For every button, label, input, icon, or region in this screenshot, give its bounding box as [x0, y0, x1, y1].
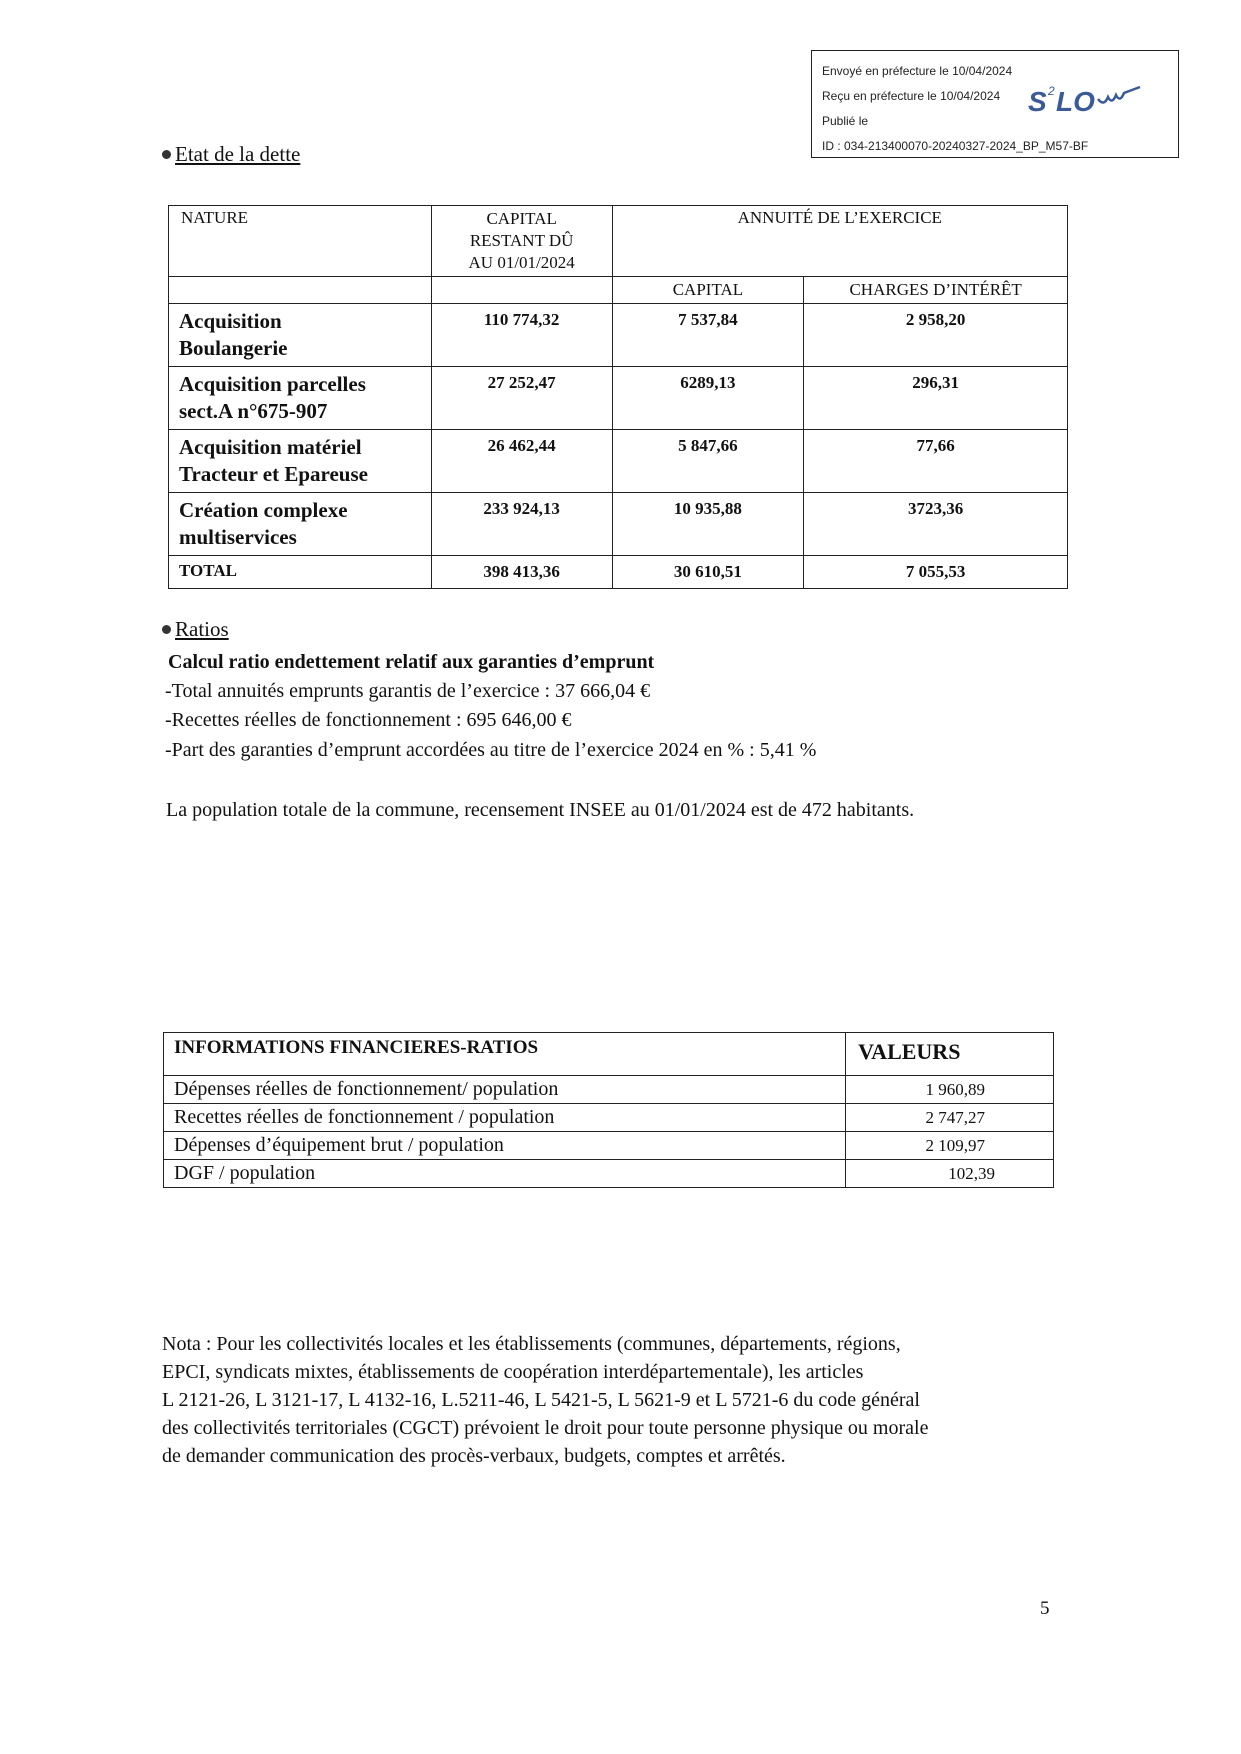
- header-capital-restant-line1: CAPITAL: [486, 209, 557, 228]
- debt-section-title: [162, 142, 300, 167]
- prefecture-stamp: [811, 50, 1179, 158]
- header-capital-restant: [431, 206, 612, 277]
- svg-text:LO: LO: [1056, 86, 1095, 117]
- header-nature-text: NATURE: [181, 208, 249, 227]
- svg-text:S: S: [1028, 86, 1047, 117]
- stamp-sent-date: Envoyé en préfecture le 10/04/2024: [822, 64, 1013, 78]
- bullet-icon: [162, 150, 171, 159]
- row-charges: 296,31: [804, 367, 1068, 430]
- ratios-title-text: Ratios: [175, 617, 229, 641]
- row-restant: 26 462,44: [431, 430, 612, 493]
- total-capital: 30 610,51: [612, 556, 804, 589]
- ratio-line-1: -Total annuités emprunts garantis de l’exercice : 37 666,04 €: [165, 680, 651, 702]
- stamp-published: Publié le: [822, 114, 869, 128]
- stamp-id: ID : 034-213400070-20240327-2024_BP_M57-BF: [822, 139, 1089, 153]
- info-row-value: 2 747,27: [846, 1104, 1054, 1132]
- row-charges: 77,66: [804, 430, 1068, 493]
- row-restant: 110 774,32: [431, 304, 612, 367]
- table-row: [164, 1160, 1054, 1188]
- nota-paragraph: [162, 1330, 1062, 1470]
- ratio-line-2: -Recettes réelles de fonctionnement : 695 646,00 €: [165, 709, 572, 731]
- total-charges: 7 055,53: [804, 556, 1068, 589]
- header-capital-restant-line3: AU 01/01/2024: [468, 253, 575, 272]
- debt-table: [168, 205, 1068, 589]
- header-nature: [169, 206, 432, 277]
- row-capital: 5 847,66: [612, 430, 804, 493]
- row-capital: 7 537,84: [612, 304, 804, 367]
- info-row-label: Dépenses réelles de fonctionnement/ population: [164, 1076, 846, 1104]
- info-header-label: INFORMATIONS FINANCIERES-RATIOS: [164, 1033, 846, 1076]
- row-nature-line1: Acquisition parcelles: [179, 372, 366, 396]
- row-nature: [169, 430, 432, 493]
- row-restant: 233 924,13: [431, 493, 612, 556]
- row-nature: [169, 493, 432, 556]
- info-row-value: 1 960,89: [846, 1076, 1054, 1104]
- info-header-values: VALEURS: [846, 1033, 1054, 1076]
- info-row-label: Recettes réelles de fonctionnement / population: [164, 1104, 846, 1132]
- row-capital: 6289,13: [612, 367, 804, 430]
- nota-line: L 2121-26, L 3121-17, L 4132-16, L.5211-46, L 5421-5, L 5621-9 et L 5721-6 du code général: [162, 1389, 920, 1411]
- row-nature-line2: Boulangerie: [179, 336, 288, 360]
- nota-line: des collectivités territoriales (CGCT) prévoient le droit pour toute personne physique ou morale: [162, 1417, 929, 1439]
- row-charges: 2 958,20: [804, 304, 1068, 367]
- table-row: [164, 1132, 1054, 1160]
- row-nature-line2: sect.A n°675-907: [179, 399, 328, 423]
- row-restant: 27 252,47: [431, 367, 612, 430]
- nota-line: de demander communication des procès-verbaux, budgets, comptes et arrêtés.: [162, 1445, 786, 1467]
- header-empty-nature: [169, 277, 432, 304]
- total-label: TOTAL: [169, 556, 432, 589]
- debt-title-text: Etat de la dette: [175, 142, 301, 166]
- header-capital-restant-line2: RESTANT DÛ: [469, 231, 574, 250]
- row-capital: 10 935,88: [612, 493, 804, 556]
- page-number: 5: [1040, 1598, 1050, 1619]
- row-nature-line1: Acquisition: [179, 309, 282, 333]
- table-row: [164, 1076, 1054, 1104]
- info-row-label: Dépenses d’équipement brut / population: [164, 1132, 846, 1160]
- s2lo-signature-logo: [1026, 81, 1146, 117]
- header-empty-restant: [431, 277, 612, 304]
- row-nature-line2: Tracteur et Epareuse: [179, 462, 368, 486]
- info-row-value: 2 109,97: [846, 1132, 1054, 1160]
- row-charges: 3723,36: [804, 493, 1068, 556]
- nota-line: Nota : Pour les collectivités locales et les établissements (communes, départements, régions,: [162, 1333, 901, 1355]
- info-row-label: DGF / population: [164, 1160, 846, 1188]
- ratio-line-3: -Part des garanties d’emprunt accordées au titre de l’exercice 2024 en % : 5,41 %: [165, 739, 817, 761]
- svg-text:2: 2: [1048, 84, 1055, 98]
- stamp-received-date: Reçu en préfecture le 10/04/2024: [822, 89, 1001, 103]
- row-nature-line1: Création complexe: [179, 498, 348, 522]
- ratios-section-title: [162, 617, 229, 642]
- nota-line: EPCI, syndicats mixtes, établissements de coopération interdépartementale), les articles: [162, 1361, 864, 1383]
- row-nature: [169, 304, 432, 367]
- table-row: [169, 304, 1068, 367]
- table-row: [169, 493, 1068, 556]
- header-capital: CAPITAL: [612, 277, 804, 304]
- bullet-icon: [162, 625, 171, 634]
- row-nature: [169, 367, 432, 430]
- total-restant: 398 413,36: [431, 556, 612, 589]
- ratios-subtitle: Calcul ratio endettement relatif aux garanties d’emprunt: [168, 651, 655, 673]
- table-row: [164, 1104, 1054, 1132]
- table-row: [169, 367, 1068, 430]
- table-row: [169, 430, 1068, 493]
- row-nature-line1: Acquisition matériel: [179, 435, 362, 459]
- financial-info-table: [163, 1032, 1054, 1188]
- info-row-value: 102,39: [846, 1160, 1054, 1188]
- total-row: [169, 556, 1068, 589]
- header-annuite-text: ANNUITÉ DE L’EXERCICE: [737, 208, 942, 227]
- population-sentence: La population totale de la commune, recensement INSEE au 01/01/2024 est de 472 habitants.: [166, 799, 915, 821]
- header-annuite: [612, 206, 1067, 277]
- row-nature-line2: multiservices: [179, 525, 297, 549]
- header-charges: CHARGES D’INTÉRÊT: [804, 277, 1068, 304]
